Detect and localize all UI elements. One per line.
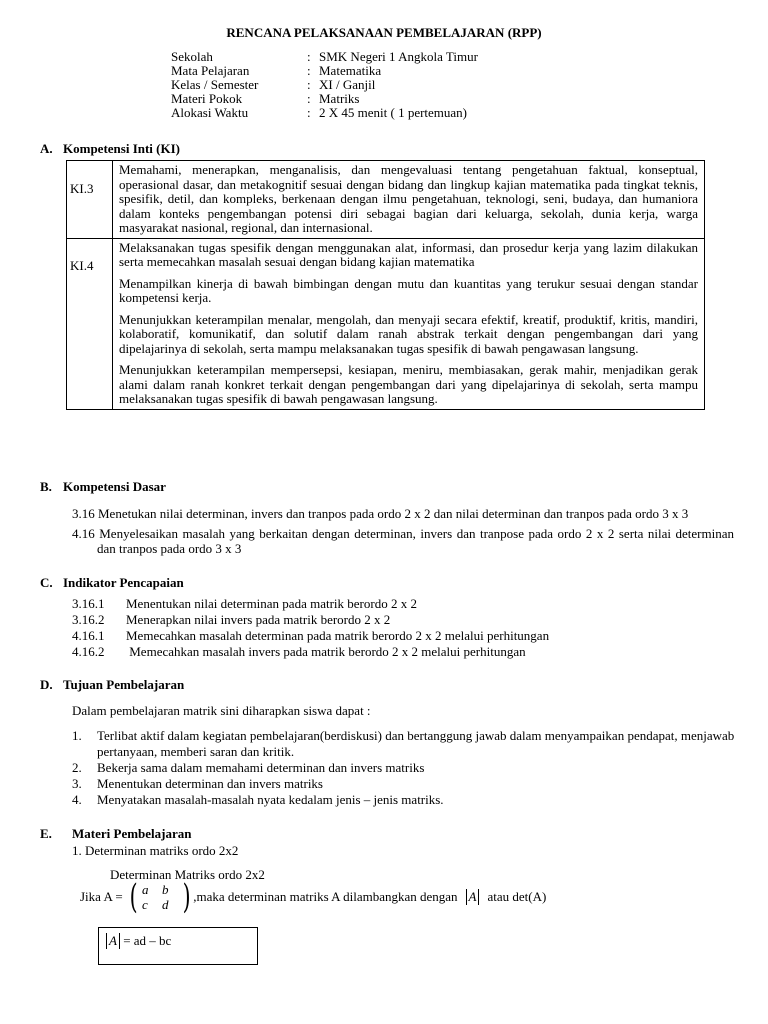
matrix-entry: a	[142, 882, 149, 897]
determinant-symbol: A	[106, 933, 120, 949]
info-row-subject	[171, 64, 478, 78]
info-key: Alokasi Waktu	[171, 105, 249, 120]
objective-number: 2.	[72, 760, 82, 775]
section-title: Materi Pembelajaran	[72, 826, 192, 841]
ki4-paragraph: Melaksanakan tugas spesifik dengan menggunakan alat, informasi, dan prosedur kerja yang lazim dilakukan serta memecahkan masalah sesuai dengan bidang kajian matematika	[119, 239, 698, 269]
left-paren-icon: (	[129, 877, 138, 917]
info-value: Matematika	[319, 63, 382, 78]
objective-number: 1.	[72, 728, 82, 743]
info-key: Mata Pelajaran	[171, 63, 250, 78]
ki4-paragraph: Menunjukkan keterampilan mempersepsi, kesiapan, meniru, membiasakan, gerak mahir, menjadikan gerak alami dalam ranah konkret terkait dengan pengembangan dari yang dipelajarinya di sekolah, serta mampu melaksanakan tugas spesifik di bawah pengawasan langsung.	[119, 362, 698, 406]
ki4-label: KI.4	[67, 238, 113, 409]
document-title: RENCANA PELAKSANAAN PEMBELAJARAN (RPP)	[226, 25, 542, 40]
ki3-row	[67, 161, 705, 239]
info-colon: :	[307, 63, 311, 78]
ki3-label: KI.3	[67, 161, 113, 239]
info-key: Kelas / Semester	[171, 77, 259, 92]
indicator-list	[72, 596, 549, 660]
info-colon: :	[307, 105, 311, 120]
section-title: Indikator Pencapaian	[63, 575, 184, 590]
material-subtitle: Determinan Matriks ordo 2x2	[110, 867, 265, 882]
indicator-number: 4.16.1	[72, 628, 105, 643]
section-title: Tujuan Pembelajaran	[63, 677, 185, 692]
info-key: Sekolah	[171, 49, 213, 64]
determinant-symbol: A	[466, 889, 480, 905]
indicator-item	[72, 628, 549, 644]
matrix-entry: c	[142, 897, 148, 912]
info-row-time	[171, 106, 478, 120]
objective-text: Terlibat aktif dalam kegiatan pembelajaran(berdiskusi) dan bertanggung jawab dalam menyampaikan pendapat, menjawab pertanyaan, memberi saran dan kritik.	[97, 728, 735, 759]
ki3-text	[113, 161, 705, 239]
info-value: Matriks	[319, 91, 360, 106]
indicator-number: 3.16.2	[72, 612, 105, 627]
right-paren-icon: )	[182, 877, 191, 917]
section-e-heading	[40, 826, 191, 842]
kd-item: 4.16 Menyelesaikan masalah yang berkaitan dengan determinan, invers dan tranpose pada ordo 2 x 2 serta nilai determinan dan tranpos pada ordo 3 x 3	[72, 526, 734, 556]
objective-item	[72, 760, 736, 776]
info-colon: :	[307, 91, 311, 106]
indicator-text: Menentukan nilai determinan pada matrik berordo 2 x 2	[126, 596, 417, 611]
indicator-text: Memecahkan masalah determinan pada matrik berordo 2 x 2 melalui perhitungan	[126, 628, 550, 643]
formula	[106, 933, 171, 949]
definition-text: ,maka determinan matriks A dilambangkan dengan	[193, 889, 458, 904]
matrix-entry: b	[162, 882, 169, 897]
kd-item: 3.16 Menetukan nilai determinan, invers dan tranpos pada ordo 2 x 2 dan nilai determinan dan tranpos pada ordo 3 x 3	[72, 506, 689, 521]
section-letter: E.	[40, 826, 52, 841]
info-value: SMK Negeri 1 Angkola Timur	[319, 49, 478, 64]
indicator-number: 4.16.2	[72, 644, 105, 659]
section-b-heading	[40, 479, 166, 495]
ki-table	[66, 160, 705, 410]
objective-item	[72, 728, 736, 760]
matrix-entries	[140, 882, 180, 912]
section-title: Kompetensi Inti (KI)	[63, 141, 180, 156]
section-d-heading	[40, 677, 184, 693]
info-key: Materi Pokok	[171, 91, 243, 106]
definition-prefix: Jika A =	[80, 889, 123, 904]
indicator-number: 3.16.1	[72, 596, 105, 611]
ki3-paragraph: Memahami, menerapkan, menganalisis, dan mengevaluasi tentang pengetahuan faktual, konseptual, operasional dasar, dan metakognitif sesuai dengan bidang dan lingkup kajian matematika pada tingkat teknis, spesifik, detil, dan kompleks, berkenaan dengan ilmu pengetahuan, teknologi, seni, budaya, dan humaniora dalam konteks pengembangan potensi diri sebagai bagian dari keluarga, sekolah, dunia kerja, warga masyarakat nasional, regional, dan internasional.	[119, 162, 698, 235]
indicator-text: Memecahkan masalah invers pada matrik berordo 2 x 2 melalui perhitungan	[126, 644, 526, 659]
determinant-definition	[80, 877, 547, 917]
indicator-item	[72, 596, 549, 612]
formula-box	[98, 927, 258, 965]
objective-number: 4.	[72, 792, 82, 807]
info-value: XI / Ganjil	[319, 77, 376, 92]
info-colon: :	[307, 49, 311, 64]
objective-text: Bekerja sama dalam memahami determinan dan invers matriks	[97, 760, 425, 775]
indicator-text: Menerapkan nilai invers pada matrik berordo 2 x 2	[126, 612, 391, 627]
section-c-heading	[40, 575, 184, 591]
matrix-entry: d	[162, 897, 169, 912]
section-title: Kompetensi Dasar	[63, 479, 166, 494]
kd-list	[72, 506, 734, 556]
objective-intro: Dalam pembelajaran matrik sini diharapkan siswa dapat :	[72, 703, 371, 718]
objective-number: 3.	[72, 776, 82, 791]
definition-suffix: atau det(A)	[487, 889, 547, 904]
section-letter: A.	[40, 141, 53, 156]
material-item: 1. Determinan matriks ordo 2x2	[72, 843, 239, 858]
section-letter: C.	[40, 575, 53, 590]
ki4-paragraph: Menampilkan kinerja di bawah bimbingan dengan mutu dan kuantitas yang terukur sesuai dengan standar kompetensi kerja.	[119, 275, 698, 305]
matrix-a	[127, 877, 194, 917]
objective-list	[72, 728, 736, 808]
info-colon: :	[307, 77, 311, 92]
section-letter: D.	[40, 677, 53, 692]
info-row-class	[171, 78, 478, 92]
ki4-paragraph: Menunjukkan keterampilan menalar, mengolah, dan menyaji secara efektif, kreatif, produktif, kritis, mandiri, kolaboratif, komunikatif, dan solutif dalam ranah abstrak terkait dengan pengembangan dari yang dipelajarinya di sekolah, serta mampu melaksanakan tugas spesifik di bawah pengawasan langsung.	[119, 311, 698, 356]
info-row-topic	[171, 92, 478, 106]
objective-item	[72, 792, 736, 808]
indicator-item	[72, 612, 549, 628]
ki4-text	[113, 238, 705, 409]
objective-text: Menyatakan masalah-masalah nyata kedalam jenis – jenis matriks.	[97, 792, 444, 807]
info-row-school	[171, 50, 478, 64]
objective-item	[72, 776, 736, 792]
section-letter: B.	[40, 479, 52, 494]
section-a-heading	[40, 141, 180, 157]
indicator-item	[72, 644, 549, 660]
info-value: 2 X 45 menit ( 1 pertemuan)	[319, 105, 468, 120]
formula-text: = ad – bc	[123, 933, 172, 948]
school-info	[171, 50, 478, 120]
ki4-row	[67, 238, 705, 409]
objective-text: Menentukan determinan dan invers matriks	[97, 776, 323, 791]
